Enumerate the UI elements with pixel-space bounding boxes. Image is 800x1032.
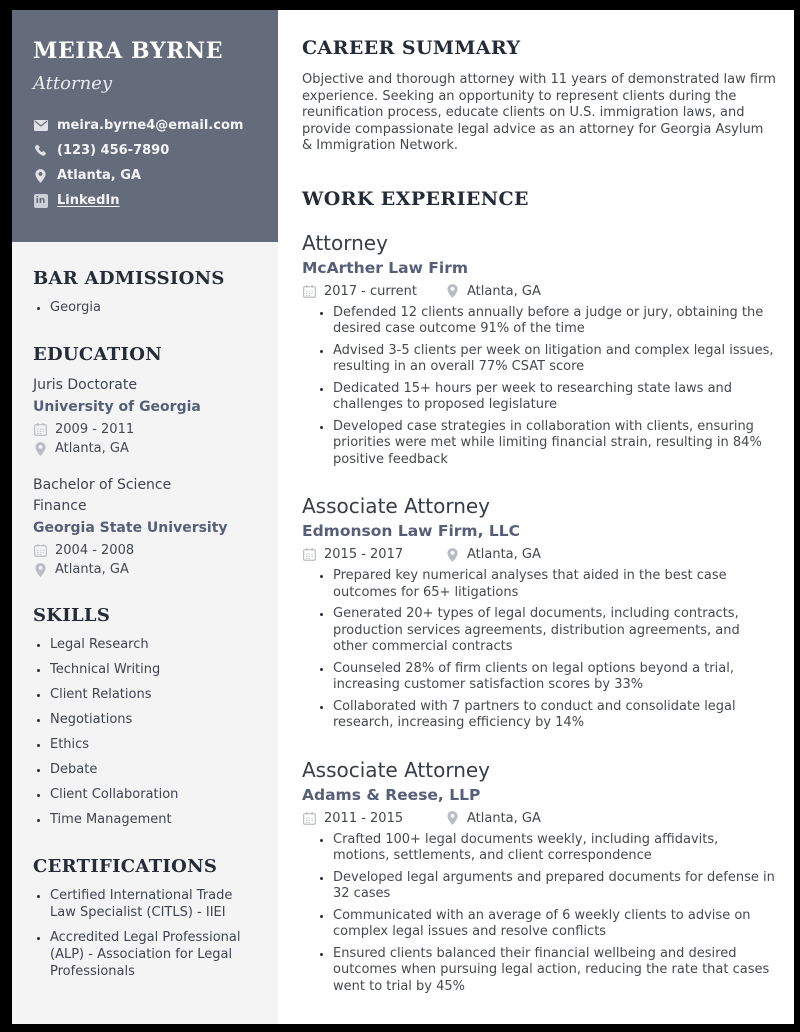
job-bullet: • Prepared key numerical analyses that aided in the best case outcomes for 65+ litigations [333,568,778,601]
skill-item: • Technical Writing [50,661,262,678]
job-bullet: • Crafted 100+ legal documents weekly, including affidavits, motions, settlements, and client correspondence [333,832,778,865]
contact-linkedin[interactable] [33,193,262,208]
job-bullet: • Communicated with an average of 6 weekly clients to advise on complex legal issues and resolve conflicts [333,908,778,941]
job-dates: 2015 - 2017 [324,547,404,562]
job-bullet-list [302,305,778,469]
job-bullet: • Dedicated 15+ hours per week to researching state laws and challenges to proposed legislature [333,381,778,414]
sidebar-body [12,268,278,1008]
job-location-group [445,547,541,562]
calendar-icon [302,548,316,561]
location-icon [445,548,459,562]
job-meta-row [302,284,778,299]
email-icon [33,120,48,131]
linkedin-icon: in [33,194,48,208]
job-bullet: • Counseled 28% of firm clients on legal options beyond a trial, increasing customer satisfaction scores by 33% [333,661,778,694]
education-dates-row [33,422,262,437]
job-title: Attorney [302,230,388,255]
job-company: McArther Law Firm [302,258,468,277]
education-entry [33,375,262,456]
job-location-group [445,284,541,299]
linkedin-link[interactable]: LinkedIn [57,193,120,208]
job-dates-group [302,811,445,826]
job-bullet-list [302,568,778,732]
certification-item: • Accredited Legal Professional (ALP) - Association for Legal Professionals [50,929,262,980]
location-icon [33,442,47,456]
skill-item: • Time Management [50,811,262,828]
contact-location-text: Atlanta, GA [57,168,141,183]
education-entry [33,475,262,577]
certifications-list [33,887,262,980]
job-bullet: • Developed legal arguments and prepared documents for defense in 32 cases [333,870,778,903]
job-location: Atlanta, GA [467,283,541,299]
education-heading: EDUCATION [33,344,162,365]
person-title: Attorney [33,73,113,94]
job-title: Associate Attorney [302,757,491,782]
skill-item: • Legal Research [50,636,262,653]
job-bullet: • Advised 3-5 clients per week on litigation and complex legal issues, resulting in an overall 77% CSAT score [333,343,778,376]
job-entry [302,231,778,469]
contact-email-text: meira.byrne4@email.com [57,118,244,133]
skill-item: • Client Collaboration [50,786,262,803]
skill-item: • Client Relations [50,686,262,703]
career-summary-heading: CAREER SUMMARY [302,37,521,59]
contact-phone-text: (123) 456-7890 [57,143,170,158]
job-dates: 2011 - 2015 [324,810,404,826]
job-meta-row [302,811,778,826]
education-degree: Juris Doctorate [33,377,137,393]
sidebar-header [12,10,278,242]
job-bullet: • Generated 20+ types of legal documents, including contracts, production services agreements, distribution agreements, and other commercial contracts [333,606,778,656]
education-degree: Bachelor of Science [33,477,172,493]
education-location-row [33,562,262,577]
skill-item: • Negotiations [50,711,262,728]
job-company: Edmonson Law Firm, LLC [302,522,520,540]
bar-admission-item: • Georgia [50,299,262,316]
contact-phone [33,143,262,158]
job-dates-group [302,284,445,299]
contact-location [33,168,262,183]
job-bullet: • Developed case strategies in collaboration with clients, ensuring priorities were met while limiting financial strain, resulting in 84% positive feedback [333,419,778,469]
location-icon [445,284,459,298]
job-meta-row [302,547,778,562]
education-location-row [33,441,262,456]
skill-item: • Ethics [50,736,262,753]
education-location: Atlanta, GA [55,441,129,456]
certifications-heading: CERTIFICATIONS [33,856,218,877]
calendar-icon [302,812,316,825]
calendar-icon [33,423,47,436]
education-field: Finance [33,498,87,514]
job-company: Adams & Reese, LLP [302,785,481,804]
job-dates-group [302,547,445,562]
job-bullet: • Collaborated with 7 partners to conduct and consolidate legal research, increasing efficiency by 14% [333,699,778,732]
location-icon [445,811,459,825]
job-location-group [445,811,541,826]
skills-list [33,636,262,828]
bar-admissions-heading: BAR ADMISSIONS [33,268,225,289]
education-school: University of Georgia [33,399,201,415]
job-entry [302,494,778,732]
phone-icon [33,144,48,157]
job-dates: 2017 - current [324,283,417,299]
career-summary-text: Objective and thorough attorney with 11 years of demonstrated law firm experience. Seeking an opportunity to represent clients during the reunification process, educate clients on U.S. immigration laws, and provide compassionate legal advice as an attorney for Georgia Asylum & Immigration Network. [302,72,776,153]
location-icon [33,563,47,577]
job-title: Associate Attorney [302,494,491,518]
contact-email [33,118,262,133]
skills-heading: SKILLS [33,605,111,626]
main-content [278,10,794,1024]
sidebar [12,10,278,1024]
education-dates-row [33,543,262,558]
job-bullet: • Defended 12 clients annually before a judge or jury, obtaining the desired case outcome 91% of the time [333,305,778,338]
education-dates: 2009 - 2011 [55,422,135,437]
certification-item: • Certified International Trade Law Specialist (CITLS) - IIEI [50,887,262,921]
job-bullet: • Ensured clients balanced their financial wellbeing and desired outcomes when pursuing legal action, reducing the rate that cases went to trial by 45% [333,946,778,996]
person-name: MEIRA BYRNE [33,38,224,64]
education-school: Georgia State University [33,520,228,536]
job-location: Atlanta, GA [467,810,541,826]
job-bullet-list [302,832,778,996]
education-location: Atlanta, GA [55,562,129,577]
skill-item: • Debate [50,761,262,778]
job-entry [302,758,778,996]
calendar-icon [302,285,316,298]
work-experience-heading: WORK EXPERIENCE [302,187,529,210]
contact-list [33,118,262,208]
resume-page [12,10,794,1024]
calendar-icon [33,544,47,557]
bar-admissions-list [33,299,262,316]
location-icon [33,169,48,183]
education-dates: 2004 - 2008 [55,543,135,558]
job-location: Atlanta, GA [467,547,541,562]
